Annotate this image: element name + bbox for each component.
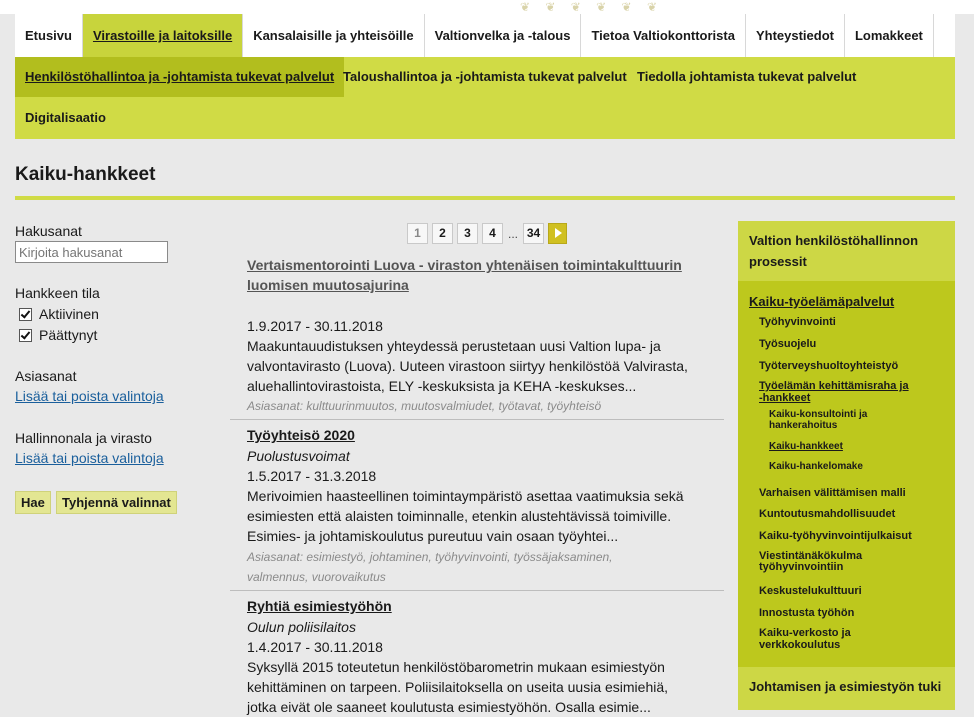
side-link-line: Kaiku-konsultointi ja <box>769 409 868 420</box>
checkbox-ended-label: Päättynyt <box>39 327 98 343</box>
header-strip <box>0 0 974 14</box>
checkbox-ended[interactable] <box>19 329 32 342</box>
side-link-kuntoutusmahdollisuudet[interactable]: Kuntoutusmahdollisuudet <box>759 508 896 520</box>
side-link-kaiku-tyoelamapalvelut[interactable]: Kaiku-työelämäpalvelut <box>749 294 895 309</box>
nav-lomakkeet[interactable]: Lomakkeet <box>845 14 934 57</box>
search-button[interactable]: Hae <box>15 491 51 514</box>
result-title[interactable] <box>247 255 682 295</box>
header-ornament: ❦ ❦ ❦ ❦ ❦ ❦ <box>520 0 663 14</box>
result-organization: Oulun poliisilaitos <box>247 619 356 635</box>
side-link-tyosuojelu[interactable]: Työsuojelu <box>759 338 817 350</box>
clear-button[interactable]: Tyhjennä valinnat <box>56 491 177 514</box>
side-link-varhainen-valittaminen[interactable]: Varhaisen välittämisen malli <box>759 487 906 499</box>
result-desc-line: Esimies- ja johtamiskoulutus pureutuu vain osaan työyhtei... <box>247 528 619 544</box>
nav-yhteystiedot[interactable]: Yhteystiedot <box>746 14 845 57</box>
result-desc-line: aluehallintovirastoista, ELY -keskuksista ja KEHA -keskukses... <box>247 378 637 394</box>
side-link-line: Työelämän kehittämisraha ja <box>759 380 909 392</box>
admin-edit-link[interactable]: Lisää tai poista valintoja <box>15 450 164 466</box>
side-link-kaiku-hankelomake[interactable]: Kaiku-hankelomake <box>769 461 863 472</box>
side-link-line: Kaiku-verkosto ja <box>759 627 851 639</box>
side-link-line: prosessit <box>749 254 807 269</box>
page-4-link[interactable]: 4 <box>482 223 503 244</box>
next-page-icon[interactable] <box>548 223 567 244</box>
pagination-ellipsis: ... <box>508 226 519 241</box>
keywords-input[interactable] <box>15 241 168 263</box>
side-link-kaiku-verkosto[interactable] <box>759 627 851 651</box>
nav-valtionvelka[interactable]: Valtionvelka ja -talous <box>425 14 582 57</box>
admin-label: Hallinnonala ja virasto <box>15 430 152 446</box>
side-link-tyohyvinvointi[interactable]: Työhyvinvointi <box>759 316 836 328</box>
result-organization: Puolustusvoimat <box>247 448 350 464</box>
side-link-line: työhyvinvointiin <box>759 561 844 573</box>
status-option-ended[interactable] <box>19 327 97 343</box>
result-dates: 1.5.2017 - 31.3.2018 <box>247 468 377 484</box>
side-link-line: Viestintänäkökulma <box>759 550 863 562</box>
status-label: Hankkeen tila <box>15 285 100 301</box>
side-link-line: -hankkeet <box>759 392 811 404</box>
side-link-kaiku-konsultointi[interactable] <box>769 409 867 431</box>
side-navigation <box>738 221 955 710</box>
result-tags: Asiasanat: esimiestyö, johtaminen, työhyvinvointi, työssäjaksaminen, <box>247 550 613 564</box>
side-link-keskustelukulttuuri[interactable]: Keskustelukulttuuri <box>759 585 862 597</box>
result-desc-line: valvontavirasto (Luova). Uuteen virastoon siirtyy henkilöstöä Valvirasta, <box>247 358 688 374</box>
pagination <box>407 223 567 244</box>
side-link-johtamisen-tuki[interactable]: Johtamisen ja esimiestyön tuki <box>749 679 942 694</box>
nav-etusivu[interactable]: Etusivu <box>15 14 83 57</box>
result-title[interactable]: Ryhtiä esimiestyöhön <box>247 598 392 614</box>
page-last-link[interactable]: 34 <box>523 223 544 244</box>
sub-nav <box>15 57 955 139</box>
result-divider <box>230 419 724 420</box>
result-tags: Asiasanat: kulttuurinmuutos, muutosvalmiudet, työtavat, työyhteisö <box>247 399 602 413</box>
nav-kansalaisille[interactable]: Kansalaisille ja yhteisöille <box>243 14 424 57</box>
main-nav <box>15 14 955 57</box>
side-link-viestintanakokulma[interactable] <box>759 551 862 573</box>
result-desc-line: Maakuntauudistuksen yhteydessä perustetaan uusi Valtion lupa- ja <box>247 338 661 354</box>
page-title: Kaiku-hankkeet <box>15 164 156 185</box>
side-link-henkilostohallinnon-prosessit[interactable] <box>749 230 918 272</box>
result-divider <box>230 590 724 591</box>
keywords-label: Hakusanat <box>15 223 82 239</box>
result-title-line: luomisen muutosajurina <box>247 277 409 293</box>
result-title-line: Vertaismentorointi Luova - viraston yhtenäisen toimintakulttuurin <box>247 257 682 273</box>
checkbox-active-label: Aktiivinen <box>39 306 99 322</box>
subnav-henkilostohallinto[interactable]: Henkilöstöhallintoa ja -johtamista tukevat palvelut <box>15 57 344 97</box>
side-link-line: Valtion henkilöstöhallinnon <box>749 233 919 248</box>
result-desc-line: Merivoimien haasteellinen toimintaympäristö asettaa vaatimuksia sekä <box>247 488 684 504</box>
side-link-innostusta-tyohon[interactable]: Innostusta työhön <box>759 607 855 619</box>
side-link-kaiku-hankkeet[interactable]: Kaiku-hankkeet <box>769 441 843 452</box>
result-desc-line: jotka eivät ole saaneet koulutusta esimiestyöhön. Osalla esimie... <box>247 699 651 715</box>
subjects-label: Asiasanat <box>15 368 77 384</box>
page-3-link[interactable]: 3 <box>457 223 478 244</box>
subnav-digitalisaatio[interactable]: Digitalisaatio <box>25 110 106 125</box>
result-desc-line: esimiesten että alaisten toiminnalle, etenkin alustehtävissä toimiville. <box>247 508 672 524</box>
side-link-tyoterveyshuolto[interactable]: Työterveyshuoltoyhteistyö <box>759 360 899 372</box>
side-link-kehittamisraha[interactable] <box>759 380 909 404</box>
result-dates: 1.9.2017 - 30.11.2018 <box>247 318 383 334</box>
result-title[interactable]: Työyhteisö 2020 <box>247 427 355 443</box>
title-divider <box>15 196 955 200</box>
page-1-link[interactable]: 1 <box>407 223 428 244</box>
result-desc-line: Syksyllä 2015 toteutetun henkilöstöbarometrin mukaan esimiestyön <box>247 659 665 675</box>
subnav-tiedolla-johtaminen[interactable]: Tiedolla johtamista tukevat palvelut <box>637 69 857 84</box>
side-link-line: verkkokoulutus <box>759 639 841 651</box>
result-dates: 1.4.2017 - 30.11.2018 <box>247 639 383 655</box>
nav-virastoille-ja-laitoksille[interactable]: Virastoille ja laitoksille <box>83 14 243 57</box>
checkbox-active[interactable] <box>19 308 32 321</box>
side-link-tyohyvinvointijulkaisut[interactable]: Kaiku-työhyvinvointijulkaisut <box>759 530 912 542</box>
nav-tietoa-valtiokonttorista[interactable]: Tietoa Valtiokonttorista <box>581 14 746 57</box>
subjects-edit-link[interactable]: Lisää tai poista valintoja <box>15 388 164 404</box>
status-option-active[interactable] <box>19 306 99 322</box>
side-link-line: hankerahoitus <box>769 420 838 431</box>
result-desc-line: kehittäminen on tarpeen. Poliisilaitoksella on useita uusia esimiehiä, <box>247 679 669 695</box>
result-tags: valmennus, vuorovaikutus <box>247 570 386 584</box>
page-2-link[interactable]: 2 <box>432 223 453 244</box>
subnav-taloushallinto[interactable]: Taloushallintoa ja -johtamista tukevat palvelut <box>343 69 627 84</box>
